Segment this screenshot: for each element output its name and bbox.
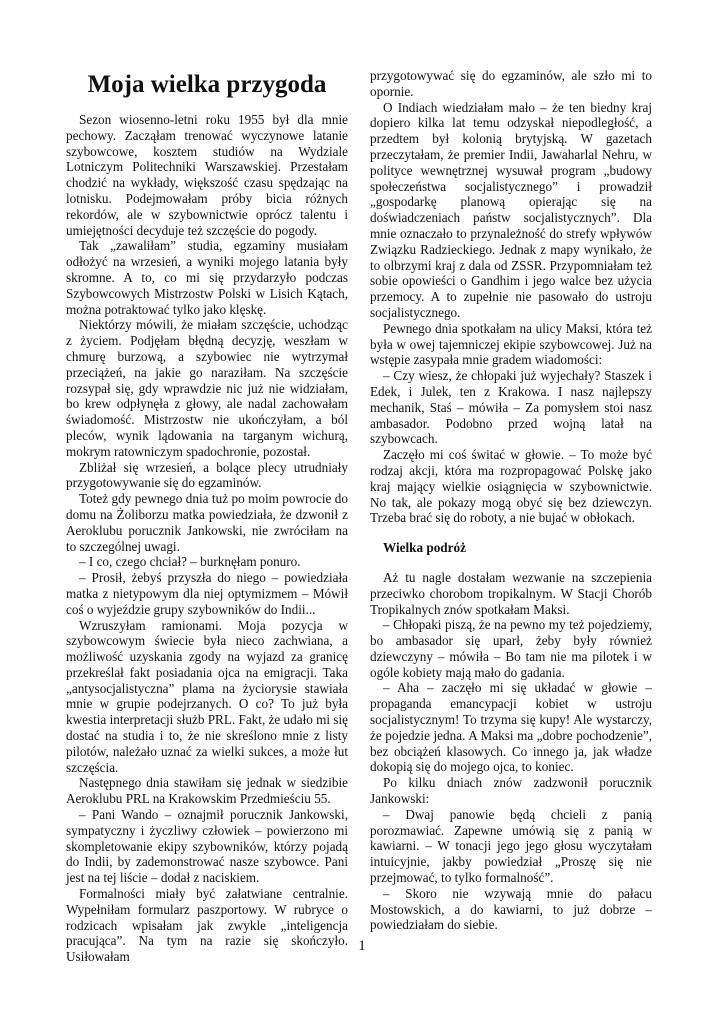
paragraph: – Skoro nie wzywają mnie do pałacu Mostowskich, a do kawiarni, to już dobrze – powiedziałam do siebie. [370,885,652,933]
paragraph: Sezon wiosenno-letni roku 1955 był dla mnie pechowy. Zacząłam trenować wyczynowe latanie szybowcowe, kosztem studiów na Wydziale Lotniczym Politechniki Warszawskiej. Przestałam chodzić na wykłady, większość czasu spędzając na lotnisku. Podejmowałam próby bicia różnych rekordów, ale w szybownictwie oprócz talentu i umiejętności decyduje też szczęście do pogody. [66,112,348,238]
paragraph: – Pani Wando – oznajmił porucznik Jankowski, sympatyczny i życzliwy człowiek – powierzono mi skompletowanie ekipy szybowników, którzy pojadą do Indii, by zademonstrować nasze szybowce. Pani jest na tej liście – dodał z naciskiem. [66,807,348,886]
paragraph: Aż tu nagle dostałam wezwanie na szczepienia przeciwko chorobom tropikalnym. W Stacji Chorób Tropikalnych znów spotkałam Maksi. [370,569,652,617]
paragraph: przygotowywać się do egzaminów, ale szło mi to opornie. [370,68,652,99]
paragraph: Tak „zawaliłam” studia, egzaminy musiałam odłożyć na wrzesień, a wyniki mojego latania były skromne. A to, co mi się przydarzyło podczas Szybowcowych Mistrzostw Polski w Lisich Kątach, można potraktować tylko jako klęskę. [66,238,348,317]
paragraph: Pewnego dnia spotkałam na ulicy Maksi, która też była w owej tajemniczej ekipie szybowcowej. Już na wstępie zasypała mnie gradem wiadomości: [370,320,652,368]
paragraph: – Prosił, żebyś przyszła do niego – powiedziała matka z nietypowym dla niej optymizmem – Mówił coś o wyjeździe grupy szybowników do Indii... [66,570,348,617]
left-column [66,66,348,965]
paragraph: – Aha – zaczęło mi się układać w głowie – propaganda emancypacji kobiet w ustroju socjalistycznym! To trzyma się kupy! Ale wystarczy, że pojedzie jedna. A Maksi ma „dobre pochodzenie”, bez obciążeń klasowych. Co innego ja, jak władze dokopią się do mojego ojca, to koniec. [370,680,652,775]
paragraph: O Indiach wiedziałam mało – że ten biedny kraj dopiero kilka lat temu odzyskał niepodległość, a przedtem był kolonią brytyjską. W gazetach przeczytałam, że premier Indii, Jawaharlal Nehru, w polityce wewnętrznej wysuwał program „budowy społeczeństwa socjalistycznego” i prowadził „gospodarkę planową opierając się na doświadczeniach państw socjalistycznych”. Dla mnie oznaczało to przynależność do strefy wpływów Związku Radzieckiego. Jednak z mapy wynikało, że to olbrzymi kraj z dala od ZSSR. Przypomniałam też sobie opowieści o Gandhim i jego walce bez użycia przemocy. A to zupełnie nie pasowało do ustroju socjalistycznego. [370,99,652,320]
paragraph: Zbliżał się wrzesień, a bolące plecy utrudniały przygotowywanie się do egzaminów. [66,459,348,491]
paragraph: Niektórzy mówili, że miałam szczęście, uchodząc z życiem. Podjęłam błędną decyzję, weszłam w chmurę burzową, a szybowiec nie wytrzymał przeciążeń, na jakie go naraziłam. Na szczęście rozsypał się, gdy wprawdzie nic już nie widziałam, bo krew odpłynęła z głowy, ale nadal zachowałam świadomość. Mistrzostw nie ukończyłam, a ból pleców, wynik lądowania na targanym wichurą, mokrym ratowniczym spadochronie, pozostał. [66,317,348,459]
page-number: 1 [358,938,366,954]
section-heading: Wielka podróż [383,540,466,556]
paragraph: Następnego dnia stawiłam się jednak w siedzibie Aeroklubu PRL na Krakowskim Przedmieściu 55. [66,775,348,807]
paragraph: Po kilku dniach znów zadzwonił porucznik Jankowski: [370,775,652,807]
paragraph: Toteż gdy pewnego dnia tuż po moim powrocie do domu na Żoliborzu matka powiedziała, że dzwonił z Aeroklubu porucznik Jankowski, nie zwróciłam na to szczególnej uwagi. [66,491,348,554]
article-title: Moja wielka przygoda [87,71,327,98]
paragraph: – Dwaj panowie będą chcieli z panią porozmawiać. Zapewne umówią się z panią w kawiarni. – W tonacji jego jego głosu wyczytałam intuicyjnie, jakby powiedział „Proszę się nie przejmować, to tylko formalność”. [370,806,652,886]
paragraph: – Chłopaki piszą, że na pewno my też pojedziemy, bo ambasador się uparł, żeby były również dziewczyny – mówiła – Bo tam nie ma pilotek i w ogóle kobiety mają mało do gadania. [370,617,652,680]
paragraph: Formalności miały być załatwiane centralnie. Wypełniłam formularz paszportowy. W rubryce o rodzicach wpisałam jak zwykle „inteligencja pracująca”. Na tym na razie się skończyło. Usiłowałam [66,886,348,965]
paragraph: Wzruszyłam ramionami. Moja pozycja w szybowcowym świecie była nieco zachwiana, a możliwość uzyskania zgody na wyjazd za granicę przekreślał fakt posiadania ojca na emigracji. Taka „antysocjalistyczna” plama na życiorysie stawiała mnie w grupie podejrzanych. O co? To już była kwestia interpretacji służb PRL. Fakt, że udało mi się dostać na studia i to, że nie skreślono mnie z listy pilotów, należało uznać za wielki sukces, a może łut szczęścia. [66,617,348,775]
paragraph: – Czy wiesz, że chłopaki już wyjechały? Staszek i Edek, i Julek, ten z Krakowa. I nasz najlepszy mechanik, Staś – mówiła – Za pomysłem stoi nasz ambasador. Podobno przed wojną latał na szybowcach. [370,368,652,447]
right-column [370,68,652,933]
paragraph: – I co, czego chciał? – burknęłam ponuro. [79,554,301,570]
paragraph: Zaczęło mi coś świtać w głowie. – To może być rodzaj akcji, która ma rozpropagować Polskę jako kraj mający wielkie osiągnięcia w szybownictwie. No tak, ale pokazy mogą obyć się bez dziewczyn. Trzeba brać się do roboty, a nie bujać w obłokach. [370,447,652,526]
